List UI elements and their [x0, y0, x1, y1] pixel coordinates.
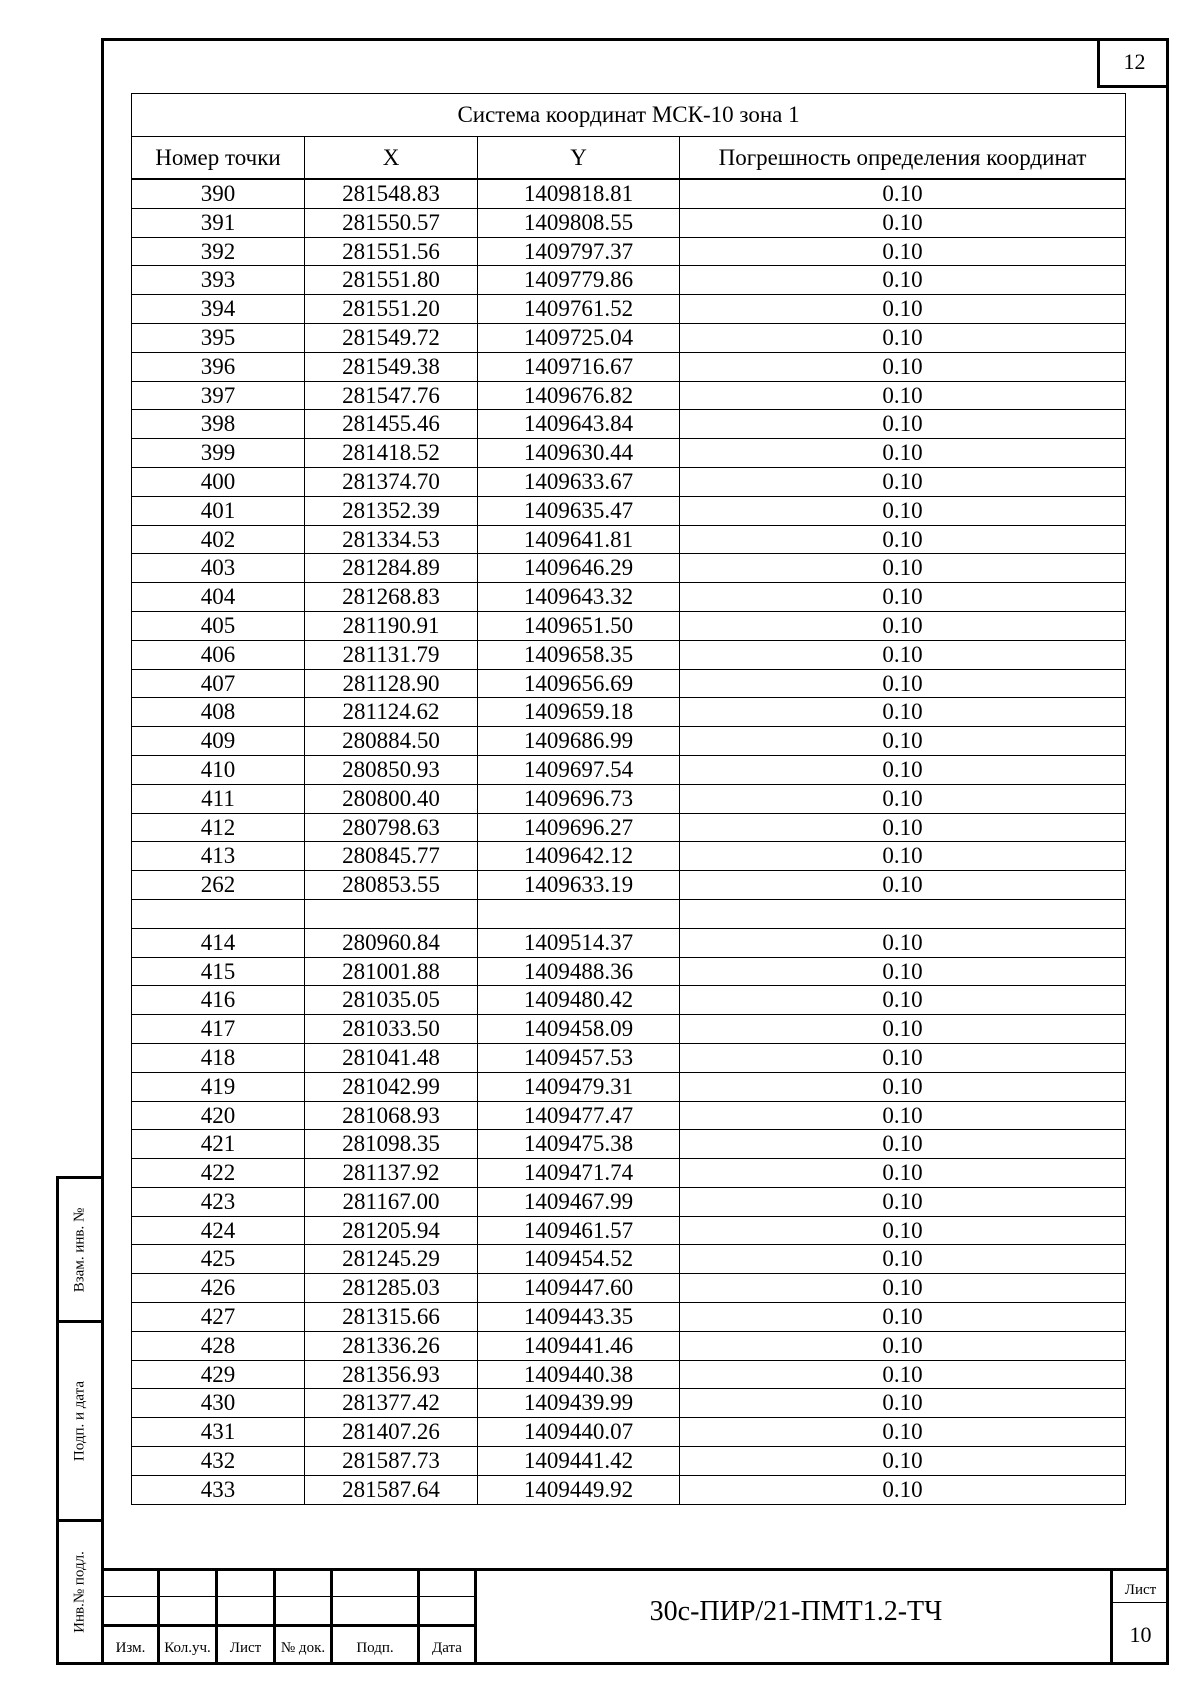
cell-accuracy: 0.10	[680, 640, 1126, 669]
table-row	[132, 899, 1126, 928]
cell-accuracy: 0.10	[680, 871, 1126, 900]
table-row	[132, 784, 1126, 813]
cell-x: 281418.52	[305, 439, 478, 468]
cell-point-number: 403	[132, 554, 305, 583]
cell-x: 281131.79	[305, 640, 478, 669]
cell-point-number: 398	[132, 410, 305, 439]
cell-accuracy: 0.10	[680, 1130, 1126, 1159]
cell-point-number: 420	[132, 1101, 305, 1130]
cell-x: 281285.03	[305, 1274, 478, 1303]
cell-y: 1409441.46	[478, 1331, 680, 1360]
cell-point-number: 418	[132, 1043, 305, 1072]
cell-accuracy: 0.10	[680, 1101, 1126, 1130]
cell-accuracy: 0.10	[680, 669, 1126, 698]
table-row	[132, 986, 1126, 1015]
cell-point-number: 408	[132, 698, 305, 727]
table-row	[132, 208, 1126, 237]
cell-x: 281190.91	[305, 611, 478, 640]
table-row	[132, 1447, 1126, 1476]
cell-accuracy: 0.10	[680, 928, 1126, 957]
cell-x: 281098.35	[305, 1130, 478, 1159]
cell-x: 281352.39	[305, 496, 478, 525]
col-doc-number: № док.	[280, 1640, 326, 1656]
table-row	[132, 813, 1126, 842]
cell-y: 1409630.44	[478, 439, 680, 468]
cell-point-number: 422	[132, 1159, 305, 1188]
cell-accuracy: 0.10	[680, 295, 1126, 324]
table-row	[132, 179, 1126, 208]
table-row	[132, 525, 1126, 554]
cell-point-number: 407	[132, 669, 305, 698]
cell-y: 1409480.42	[478, 986, 680, 1015]
cell-y: 1409449.92	[478, 1475, 680, 1504]
table-row	[132, 352, 1126, 381]
cell-y: 1409479.31	[478, 1072, 680, 1101]
table-row	[132, 1072, 1126, 1101]
cell-point-number: 396	[132, 352, 305, 381]
cell-y: 1409808.55	[478, 208, 680, 237]
cell-accuracy: 0.10	[680, 439, 1126, 468]
table-row	[132, 842, 1126, 871]
table-body	[132, 179, 1126, 1504]
title-block-top-line	[101, 1568, 1169, 1571]
cell-point-number: 391	[132, 208, 305, 237]
cell-x: 281549.38	[305, 352, 478, 381]
cell-x: 281551.20	[305, 295, 478, 324]
cell-y: 1409696.73	[478, 784, 680, 813]
cell-point-number: 433	[132, 1475, 305, 1504]
cell-x: 280800.40	[305, 784, 478, 813]
table-row	[132, 1475, 1126, 1504]
cell-point-number: 392	[132, 237, 305, 266]
cell-x	[305, 899, 478, 928]
cell-accuracy: 0.10	[680, 1072, 1126, 1101]
cell-y: 1409656.69	[478, 669, 680, 698]
table-row	[132, 1015, 1126, 1044]
table-row	[132, 1418, 1126, 1447]
cell-accuracy: 0.10	[680, 1187, 1126, 1216]
cell-accuracy: 0.10	[680, 727, 1126, 756]
cell-accuracy: 0.10	[680, 1475, 1126, 1504]
table-row	[132, 1187, 1126, 1216]
cell-x: 281042.99	[305, 1072, 478, 1101]
table-row	[132, 1360, 1126, 1389]
cell-y: 1409642.12	[478, 842, 680, 871]
table-row	[132, 1159, 1126, 1188]
cell-point-number: 390	[132, 179, 305, 208]
cell-point-number: 404	[132, 583, 305, 612]
cell-x: 281268.83	[305, 583, 478, 612]
cell-accuracy: 0.10	[680, 957, 1126, 986]
table-row	[132, 1101, 1126, 1130]
table-row	[132, 1274, 1126, 1303]
cell-accuracy: 0.10	[680, 208, 1126, 237]
table-row	[132, 323, 1126, 352]
cell-point-number: 427	[132, 1303, 305, 1332]
cell-point-number: 395	[132, 323, 305, 352]
table-row	[132, 669, 1126, 698]
cell-accuracy: 0.10	[680, 1303, 1126, 1332]
table-row	[132, 1216, 1126, 1245]
cell-y: 1409461.57	[478, 1216, 680, 1245]
cell-y: 1409643.32	[478, 583, 680, 612]
cell-point-number: 417	[132, 1015, 305, 1044]
cell-y: 1409676.82	[478, 381, 680, 410]
cell-x: 280850.93	[305, 755, 478, 784]
cell-y: 1409761.52	[478, 295, 680, 324]
table-row	[132, 266, 1126, 295]
table-row	[132, 410, 1126, 439]
cell-y: 1409447.60	[478, 1274, 680, 1303]
col-signature: Подп.	[356, 1640, 394, 1656]
cell-y: 1409797.37	[478, 237, 680, 266]
cell-point-number: 423	[132, 1187, 305, 1216]
cell-x: 281284.89	[305, 554, 478, 583]
cell-x: 281137.92	[305, 1159, 478, 1188]
table-row	[132, 1245, 1126, 1274]
cell-point-number: 406	[132, 640, 305, 669]
stamp-cell-original-inv	[56, 1522, 101, 1665]
cell-y: 1409716.67	[478, 352, 680, 381]
cell-x: 281128.90	[305, 669, 478, 698]
cell-point-number: 394	[132, 295, 305, 324]
cell-accuracy: 0.10	[680, 410, 1126, 439]
table-row	[132, 727, 1126, 756]
cell-x: 281315.66	[305, 1303, 478, 1332]
cell-x: 280960.84	[305, 928, 478, 957]
cell-point-number	[132, 899, 305, 928]
cell-accuracy: 0.10	[680, 1418, 1126, 1447]
cell-x: 280798.63	[305, 813, 478, 842]
header-accuracy: Погрешность определения координат	[680, 137, 1126, 180]
cell-accuracy: 0.10	[680, 1015, 1126, 1044]
cell-accuracy: 0.10	[680, 1447, 1126, 1476]
cell-x: 281124.62	[305, 698, 478, 727]
cell-accuracy: 0.10	[680, 583, 1126, 612]
cell-accuracy: 0.10	[680, 467, 1126, 496]
cell-accuracy: 0.10	[680, 986, 1126, 1015]
table-row	[132, 755, 1126, 784]
cell-x: 281356.93	[305, 1360, 478, 1389]
table-row	[132, 928, 1126, 957]
cell-point-number: 409	[132, 727, 305, 756]
cell-x: 281336.26	[305, 1331, 478, 1360]
cell-point-number: 410	[132, 755, 305, 784]
cell-y: 1409440.38	[478, 1360, 680, 1389]
cell-x: 281205.94	[305, 1216, 478, 1245]
cell-accuracy: 0.10	[680, 237, 1126, 266]
header-y: Y	[478, 137, 680, 180]
cell-accuracy: 0.10	[680, 179, 1126, 208]
coordinates-table	[131, 93, 1126, 1505]
cell-x: 281041.48	[305, 1043, 478, 1072]
table-row	[132, 611, 1126, 640]
cell-x: 281033.50	[305, 1015, 478, 1044]
cell-point-number: 399	[132, 439, 305, 468]
stamp-cell-sign-date	[56, 1323, 101, 1522]
cell-accuracy: 0.10	[680, 323, 1126, 352]
sheet-number: 10	[1129, 1622, 1152, 1647]
cell-x: 281587.73	[305, 1447, 478, 1476]
cell-point-number: 421	[132, 1130, 305, 1159]
header-point-number: Номер точки	[132, 137, 305, 180]
cell-point-number: 400	[132, 467, 305, 496]
cell-accuracy: 0.10	[680, 813, 1126, 842]
cell-x: 281167.00	[305, 1187, 478, 1216]
cell-x: 281068.93	[305, 1101, 478, 1130]
table-row	[132, 496, 1126, 525]
cell-accuracy: 0.10	[680, 784, 1126, 813]
cell-y: 1409651.50	[478, 611, 680, 640]
cell-y: 1409454.52	[478, 1245, 680, 1274]
cell-point-number: 414	[132, 928, 305, 957]
cell-accuracy: 0.10	[680, 352, 1126, 381]
cell-y: 1409686.99	[478, 727, 680, 756]
table-row	[132, 698, 1126, 727]
cell-x: 281334.53	[305, 525, 478, 554]
cell-y: 1409635.47	[478, 496, 680, 525]
cell-x: 281550.57	[305, 208, 478, 237]
cell-y: 1409441.42	[478, 1447, 680, 1476]
table-row	[132, 1303, 1126, 1332]
table-row	[132, 237, 1126, 266]
document-code: 30с-ПИР/21-ПМТ1.2-ТЧ	[649, 1596, 943, 1627]
table-row	[132, 1389, 1126, 1418]
cell-x: 281035.05	[305, 986, 478, 1015]
table-row	[132, 957, 1126, 986]
cell-point-number: 426	[132, 1274, 305, 1303]
cell-accuracy: 0.10	[680, 755, 1126, 784]
cell-x: 280853.55	[305, 871, 478, 900]
cell-x: 281547.76	[305, 381, 478, 410]
cell-point-number: 402	[132, 525, 305, 554]
cell-y: 1409457.53	[478, 1043, 680, 1072]
cell-y: 1409458.09	[478, 1015, 680, 1044]
table-title: Система координат МСК-10 зона 1	[132, 94, 1126, 137]
cell-point-number: 424	[132, 1216, 305, 1245]
sheet-label: Лист	[1124, 1582, 1157, 1598]
cell-x: 281551.80	[305, 266, 478, 295]
cell-y: 1409633.19	[478, 871, 680, 900]
cell-y: 1409696.27	[478, 813, 680, 842]
cell-point-number: 416	[132, 986, 305, 1015]
cell-point-number: 415	[132, 957, 305, 986]
cell-x: 281551.56	[305, 237, 478, 266]
sheet-box-line	[1112, 1602, 1169, 1603]
table-row	[132, 640, 1126, 669]
cell-x: 281587.64	[305, 1475, 478, 1504]
cell-accuracy: 0.10	[680, 496, 1126, 525]
col-count: Кол.уч.	[164, 1640, 211, 1656]
cell-x: 281455.46	[305, 410, 478, 439]
cell-y	[478, 899, 680, 928]
cell-point-number: 412	[132, 813, 305, 842]
cell-x: 280845.77	[305, 842, 478, 871]
cell-accuracy: 0.10	[680, 1331, 1126, 1360]
cell-point-number: 401	[132, 496, 305, 525]
table-row	[132, 554, 1126, 583]
cell-accuracy: 0.10	[680, 698, 1126, 727]
table-row	[132, 871, 1126, 900]
stamp-cell-replaced-inv	[56, 1176, 101, 1323]
cell-point-number: 413	[132, 842, 305, 871]
cell-point-number: 425	[132, 1245, 305, 1274]
cell-x: 281377.42	[305, 1389, 478, 1418]
cell-y: 1409514.37	[478, 928, 680, 957]
cell-accuracy: 0.10	[680, 842, 1126, 871]
cell-accuracy: 0.10	[680, 1159, 1126, 1188]
cell-y: 1409646.29	[478, 554, 680, 583]
cell-y: 1409659.18	[478, 698, 680, 727]
table-row	[132, 583, 1126, 612]
cell-accuracy: 0.10	[680, 1360, 1126, 1389]
cell-accuracy	[680, 899, 1126, 928]
cell-y: 1409440.07	[478, 1418, 680, 1447]
cell-accuracy: 0.10	[680, 266, 1126, 295]
label-original-inv: Инв.№ подл.	[71, 1551, 88, 1633]
cell-y: 1409725.04	[478, 323, 680, 352]
table-row	[132, 439, 1126, 468]
cell-accuracy: 0.10	[680, 1389, 1126, 1418]
cell-y: 1409467.99	[478, 1187, 680, 1216]
cell-y: 1409818.81	[478, 179, 680, 208]
table-row	[132, 467, 1126, 496]
cell-point-number: 429	[132, 1360, 305, 1389]
col-sheet: Лист	[229, 1640, 262, 1656]
cell-accuracy: 0.10	[680, 1274, 1126, 1303]
cell-point-number: 430	[132, 1389, 305, 1418]
cell-y: 1409439.99	[478, 1389, 680, 1418]
cell-point-number: 432	[132, 1447, 305, 1476]
cell-y: 1409633.67	[478, 467, 680, 496]
cell-x: 281001.88	[305, 957, 478, 986]
label-sign-date: Подп. и дата	[71, 1380, 88, 1462]
cell-accuracy: 0.10	[680, 1245, 1126, 1274]
cell-point-number: 419	[132, 1072, 305, 1101]
cell-y: 1409443.35	[478, 1303, 680, 1332]
cell-y: 1409477.47	[478, 1101, 680, 1130]
col-change: Изм.	[115, 1640, 146, 1656]
page-number: 12	[1097, 38, 1169, 88]
cell-y: 1409779.86	[478, 266, 680, 295]
table-row	[132, 295, 1126, 324]
col-date: Дата	[432, 1640, 462, 1656]
cell-x: 281549.72	[305, 323, 478, 352]
cell-accuracy: 0.10	[680, 525, 1126, 554]
label-replaced-inv: Взам. инв. №	[71, 1207, 88, 1292]
cell-accuracy: 0.10	[680, 381, 1126, 410]
cell-point-number: 393	[132, 266, 305, 295]
cell-point-number: 405	[132, 611, 305, 640]
cell-point-number: 262	[132, 871, 305, 900]
cell-accuracy: 0.10	[680, 611, 1126, 640]
cell-x: 281245.29	[305, 1245, 478, 1274]
cell-y: 1409641.81	[478, 525, 680, 554]
table-row	[132, 1043, 1126, 1072]
cell-point-number: 428	[132, 1331, 305, 1360]
cell-y: 1409658.35	[478, 640, 680, 669]
cell-y: 1409697.54	[478, 755, 680, 784]
cell-y: 1409475.38	[478, 1130, 680, 1159]
cell-x: 281548.83	[305, 179, 478, 208]
cell-y: 1409643.84	[478, 410, 680, 439]
table-row	[132, 381, 1126, 410]
cell-x: 280884.50	[305, 727, 478, 756]
cell-y: 1409471.74	[478, 1159, 680, 1188]
cell-accuracy: 0.10	[680, 554, 1126, 583]
cell-accuracy: 0.10	[680, 1043, 1126, 1072]
cell-point-number: 411	[132, 784, 305, 813]
cell-point-number: 431	[132, 1418, 305, 1447]
cell-x: 281407.26	[305, 1418, 478, 1447]
header-x: X	[305, 137, 478, 180]
cell-y: 1409488.36	[478, 957, 680, 986]
table-row	[132, 1331, 1126, 1360]
cell-accuracy: 0.10	[680, 1216, 1126, 1245]
cell-point-number: 397	[132, 381, 305, 410]
cell-x: 281374.70	[305, 467, 478, 496]
table-row	[132, 1130, 1126, 1159]
